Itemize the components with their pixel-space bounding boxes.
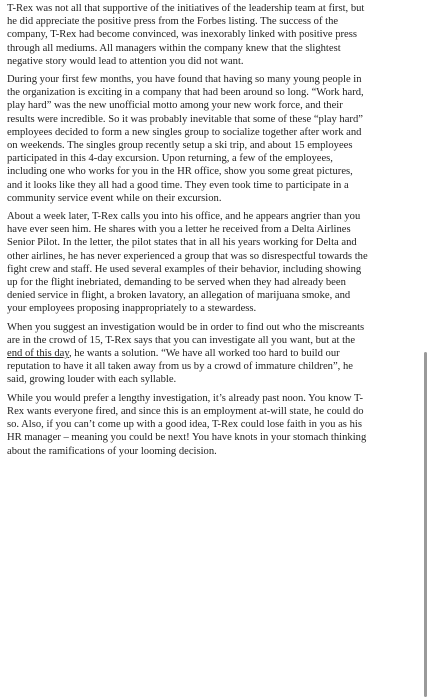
paragraph-4-underlined-text: end of this day — [7, 348, 69, 360]
paragraph-2: During your first few months, you have found that having so many young people in the organization is exciting in a company that had been around so long. “Work hard, play hard” was the new unofficial motto among your new work force, and their results were incredible. So it was probably inevitable that some of these “play hard” employees decided to form a new singles group to socialize together after work and on weekends. The singles group recently setup a ski trip, and about 15 employees participated in this 4-day excursion. Upon returning, a few of the employees, including one who works for you in the HR office, show you some great pictures, and it looks like they all had a good time. They even took time to participate in a community service event while on their excursion. — [7, 74, 364, 204]
paragraph-4-text-before: When you suggest an investigation would be in order to find out who the miscreants are in the crowd of 15, T-Rex says that you can investigate all you want, but at the — [7, 321, 365, 346]
paragraph-1: T-Rex was not all that supportive of the initiatives of the leadership team at first, but he did appreciate the positive press from the Forbes listing. The success of the company, T-Rex had become convinced, was inexorably linked with positive press through all mediums. All managers within the company knew that the slightest negative story would lead to attention you did not want. — [7, 3, 365, 67]
paragraph-5: While you would prefer a lengthy investigation, it’s already past noon. You know T-Rex wants everyone fired, and since this is an employment at-will state, he could do so. Also, if you can’t come up with a good idea, T-Rex could lose faith in you as his HR manager – meaning you could be next! You have knots in your stomach thinking about the ramifications of your looming decision. — [7, 392, 367, 457]
vertical-scrollbar[interactable] — [424, 352, 427, 697]
document-body — [7, 2, 369, 463]
paragraph-3: About a week later, T-Rex calls you into his office, and he appears angrier than you have ever seen him. He shares with you a letter he received from a Delta Airlines Senior Pilot. In the letter, the pilot states that in all his years working for Delta and other airlines, he has never experienced a group that was so disrespectful towards the fight crew and staff. He used several examples of their behavior, including showing up for the flight inebriated, demanding to be served when they had already been denied service in flight, a broken lavatory, an allegation of marijuana smoke, and your employees proposing inappropriately to a stewardess. — [7, 211, 368, 315]
paragraph-4 — [7, 321, 369, 387]
paragraph-4-text-after: , he wants a solution. “We have all worked too hard to build our reputation to have it all taken away from us by a crowd of immature children”, he said, growing louder with each syllable. — [7, 348, 353, 386]
